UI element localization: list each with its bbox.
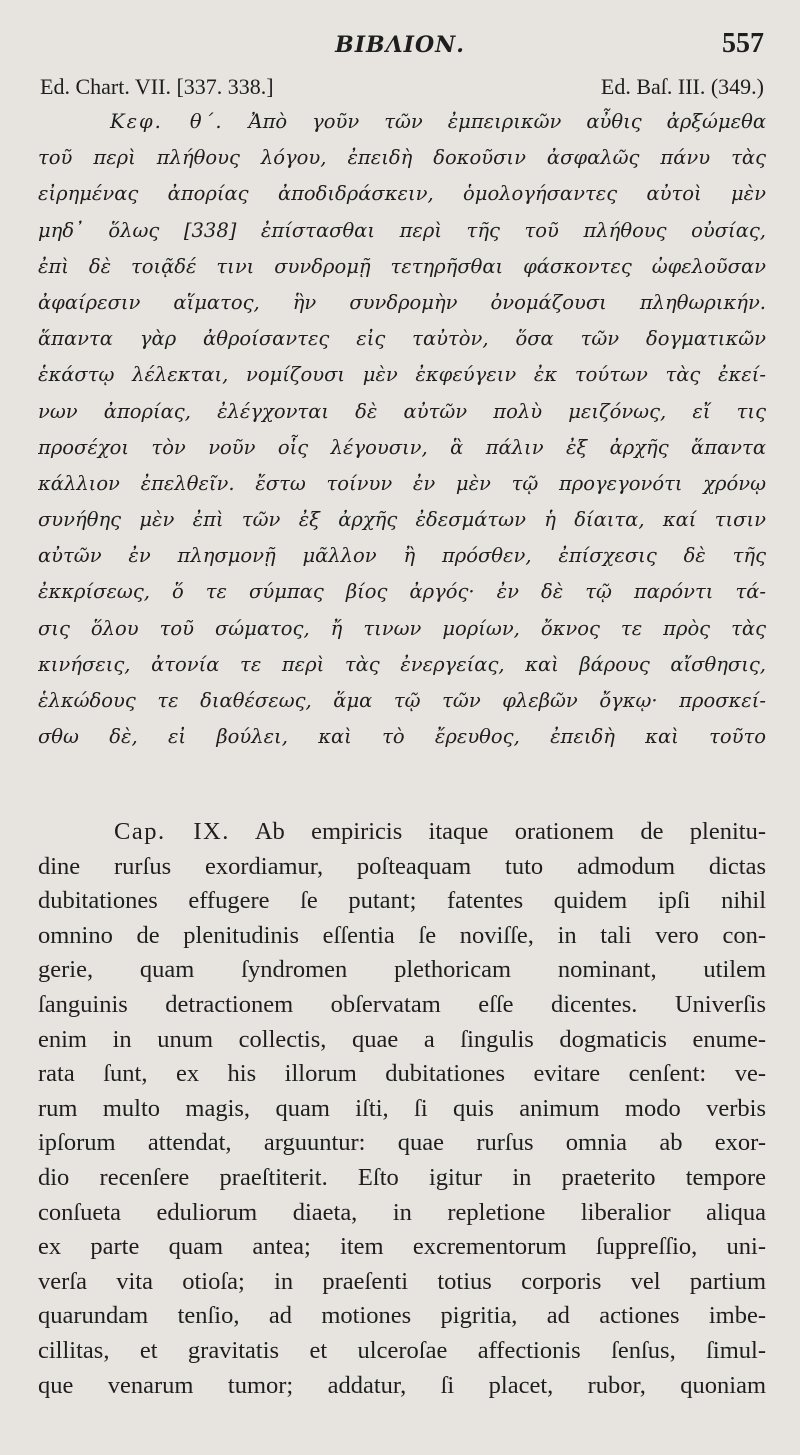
latin-text-block	[38, 815, 766, 1403]
greek-line: ἐπὶ δὲ τοιᾷδέ τινι συνδρομῇ τετηρῆσθαι φάσκοντες ὠφελοῦσαν	[38, 254, 766, 278]
latin-line	[38, 815, 766, 850]
latin-line: quarundam tenſio, ad motiones pigritia, ad actiones imbe-	[38, 1302, 766, 1330]
latin-line: conſueta eduliorum diaeta, in repletione liberalior aliqua	[38, 1198, 766, 1226]
greek-line: σις ὅλου τοῦ σώματος, ἤ τινων μορίων, ὄκνος τε πρὸς τὰς	[38, 616, 766, 640]
greek-line: σθω δὲ, εἰ βούλει, καὶ τὸ ἔρευθος, ἐπειδὴ καὶ τοῦτο	[38, 725, 766, 749]
greek-line-text: Ἀπὸ γοῦν τῶν ἐμπειρικῶν αὖθις ἀρξώμεθα	[248, 110, 766, 133]
greek-line: ἅπαντα γὰρ ἀθροίσαντες εἰς ταὐτὸν, ὅσα τῶν δογματικῶν	[38, 327, 766, 351]
greek-text-block	[38, 104, 766, 755]
latin-line: dio recenſere praeſtiterit. Eſto igitur in praeterito tempore	[38, 1163, 766, 1191]
latin-chapter-heading: Cap. IX.	[114, 818, 230, 845]
latin-line: verſa vita otioſa; in praeſenti totius corporis vel partium	[38, 1267, 766, 1295]
edition-chartier: Ed. Chart. VII. [337. 338.]	[40, 74, 274, 99]
greek-line: κινήσεις, ἀτονία τε περὶ τὰς ἐνεργείας, καὶ βάρους αἴσθησις,	[38, 652, 766, 676]
latin-line: ex parte quam antea; item excrementorum ſuppreſſio, uni-	[38, 1233, 766, 1261]
latin-line-text: Ab empiricis itaque orationem de plenitu-	[254, 818, 766, 845]
running-head	[0, 28, 800, 64]
latin-line: gerie, quam ſyndromen plethoricam nominant, utilem	[38, 956, 766, 984]
latin-line: rum multo magis, quam iſti, ſi quis animum modo verbis	[38, 1094, 766, 1122]
running-title: ΒΙΒΛΙΟΝ.	[335, 32, 465, 58]
edition-basel: Ed. Baſ. III. (349.)	[600, 74, 764, 99]
edition-references	[40, 74, 764, 104]
greek-line: κάλλιον ἐπελθεῖν. ἔστω τοίνυν ἐν μὲν τῷ προγεγονότι χρόνῳ	[38, 471, 766, 495]
latin-line: que venarum tumor; addatur, ſi placet, rubor, quoniam	[38, 1371, 766, 1399]
greek-line: τοῦ περὶ πλήθους λόγου, ἐπειδὴ δοκοῦσιν ἀσφαλῶς πάνυ τὰς	[38, 146, 766, 170]
greek-line: ἀφαίρεσιν αἵματος, ἣν συνδρομὴν ὀνομάζουσι πληθωρικήν.	[38, 290, 766, 314]
latin-line: enim in unum collectis, quae a ſingulis dogmaticis enume-	[38, 1025, 766, 1053]
latin-line: rata ſunt, ex his illorum dubitationes evitare cenſent: ve-	[38, 1060, 766, 1088]
latin-line: dine rurſus exordiamur, poſteaquam tuto admodum dictas	[38, 852, 766, 880]
latin-line: cillitas, et gravitatis et ulceroſae affectionis ſenſus, ſimul-	[38, 1336, 766, 1364]
greek-line: προσέχοι τὸν νοῦν οἷς λέγουσιν, ἃ πάλιν ἐξ ἀρχῆς ἅπαντα	[38, 435, 766, 459]
greek-line: εἰρημένας ἀπορίας ἀποδιδράσκειν, ὁμολογήσαντες αὐτοὶ μὲν	[38, 182, 766, 206]
greek-line: ἑλκώδους τε διαθέσεως, ἅμα τῷ τῶν φλεβῶν ὄγκῳ· προσκεί-	[38, 689, 766, 712]
latin-line: ipſorum attendat, arguuntur: quae rurſus omnia ab exor-	[38, 1129, 766, 1157]
greek-chapter-heading: Κεφ. θ΄.	[110, 110, 224, 133]
greek-line: συνήθης μὲν ἐπὶ τῶν ἐξ ἀρχῆς ἐδεσμάτων ἡ δίαιτα, καί τισιν	[38, 508, 766, 532]
page-number: 557	[722, 28, 764, 59]
greek-line: ἑκάστῳ λέλεκται, νομίζουσι μὲν ἐκφεύγειν ἐκ τούτων τὰς ἐκεί-	[38, 363, 766, 387]
latin-line: dubitationes effugere ſe putant; fatentes quidem ipſi nihil	[38, 887, 766, 915]
greek-line: ἐκκρίσεως, ὅ τε σύμπας βίος ἀργός· ἐν δὲ τῷ παρόντι τά-	[38, 580, 766, 604]
greek-line: αὐτῶν ἐν πλησμονῇ μᾶλλον ἢ πρόσθεν, ἐπίσχεσις δὲ τῆς	[38, 544, 766, 568]
latin-line: ſanguinis detractionem obſervatam eſſe dicentes. Univerſis	[38, 990, 766, 1018]
greek-line: νων ἀπορίας, ἐλέγχονται δὲ αὐτῶν πολὺ μειζόνως, εἴ τις	[38, 399, 766, 423]
greek-line: μηδ᾽ ὅλως [338] ἐπίστασθαι περὶ τῆς τοῦ πλήθους οὐσίας,	[38, 218, 766, 242]
greek-line	[38, 104, 766, 140]
latin-line: omnino de plenitudinis eſſentia ſe noviſſe, in tali vero con-	[38, 921, 766, 949]
